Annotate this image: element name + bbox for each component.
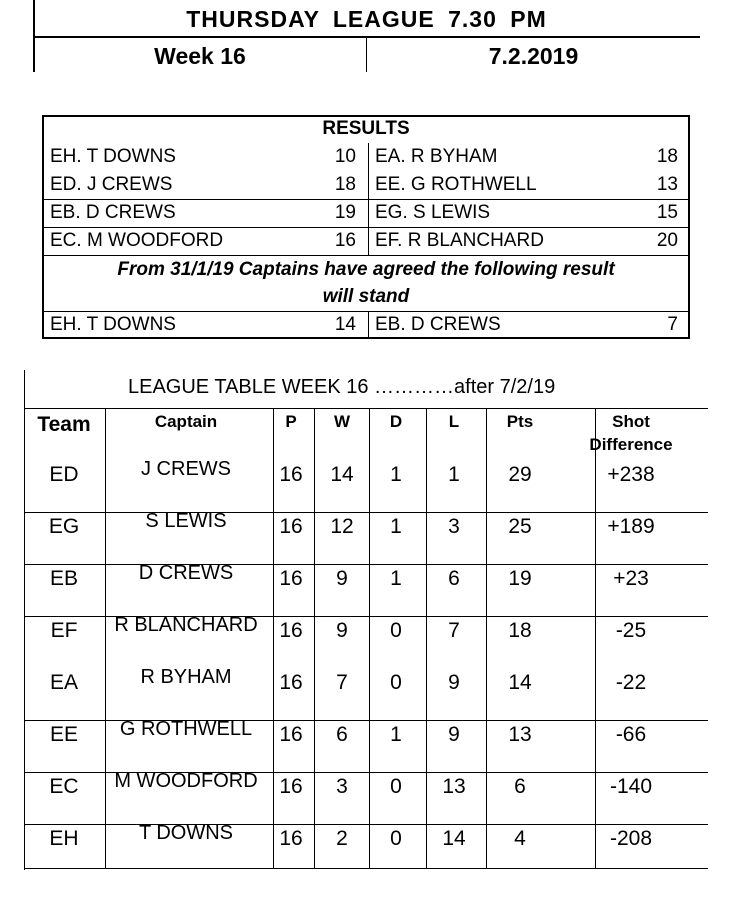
- home-score: 19: [334, 202, 356, 223]
- away-score: 20: [656, 230, 678, 251]
- cell-d: 1: [390, 463, 402, 486]
- cell-captain: T DOWNS: [138, 822, 234, 844]
- cell-w: 6: [336, 723, 348, 746]
- results-border-top: [42, 115, 690, 117]
- cell-w: 3: [336, 775, 348, 798]
- cell-d: 1: [390, 567, 402, 590]
- cell-team: EF: [50, 619, 78, 642]
- league-table-title: LEAGUE TABLE WEEK 16 …………after 7/2/19: [128, 376, 556, 398]
- cell-diff: -22: [615, 671, 647, 694]
- cell-l: 9: [448, 723, 460, 746]
- cell-diff: -208: [609, 827, 653, 850]
- home-team: EB. D CREWS: [50, 202, 176, 223]
- cell-l: 1: [448, 463, 460, 486]
- agreement-note-line1: From 31/1/19 Captains have agreed the following result: [117, 259, 615, 280]
- cell-team: EC: [49, 775, 79, 798]
- cell-p: 16: [279, 567, 303, 590]
- cell-diff: -140: [609, 775, 653, 798]
- away-team: EE. G ROTHWELL: [375, 174, 537, 195]
- cell-captain: J CREWS: [141, 458, 231, 480]
- cell-team: EG: [48, 515, 80, 538]
- header-difference: Difference: [589, 435, 673, 454]
- cell-pts: 19: [508, 567, 532, 590]
- cell-pts: 29: [508, 463, 532, 486]
- cell-l: 7: [448, 619, 460, 642]
- cell-captain: S LEWIS: [145, 510, 227, 532]
- result-row: [42, 171, 690, 199]
- agreed-result-row: [42, 311, 690, 339]
- home-score: 18: [334, 174, 356, 195]
- cell-d: 0: [390, 775, 402, 798]
- header-team: Team: [37, 413, 91, 436]
- cell-pts: 18: [508, 619, 532, 642]
- cell-w: 7: [336, 671, 348, 694]
- cell-captain: M WOODFORD: [114, 770, 258, 792]
- cell-team: EH: [49, 827, 79, 850]
- home-team: EC. M WOODFORD: [50, 230, 224, 251]
- cell-team: EB: [49, 567, 78, 590]
- cell-w: 14: [330, 463, 354, 486]
- away-team: EG. S LEWIS: [375, 202, 491, 223]
- header-p: P: [285, 412, 297, 431]
- header-l: L: [448, 412, 460, 431]
- header-captain: Captain: [154, 412, 218, 431]
- header-w: W: [333, 412, 351, 431]
- cell-pts: 13: [508, 723, 532, 746]
- cell-d: 0: [390, 671, 402, 694]
- results-box: [42, 115, 690, 339]
- result-row: [42, 227, 690, 255]
- cell-l: 3: [448, 515, 460, 538]
- date-label: 7.2.2019: [488, 43, 579, 69]
- cell-w: 2: [336, 827, 348, 850]
- cell-p: 16: [279, 827, 303, 850]
- away-score: 13: [656, 174, 678, 195]
- cell-diff: +23: [613, 567, 649, 590]
- away-score: 15: [656, 202, 678, 223]
- header-pts: Pts: [506, 412, 534, 431]
- cell-pts: 25: [508, 515, 532, 538]
- cell-d: 0: [390, 619, 402, 642]
- cell-p: 16: [279, 775, 303, 798]
- cell-l: 13: [442, 775, 466, 798]
- cell-captain: R BLANCHARD: [114, 614, 258, 636]
- home-team: EH. T DOWNS: [50, 146, 176, 167]
- sheet-header: [33, 0, 700, 72]
- cell-l: 14: [442, 827, 466, 850]
- cell-diff: +189: [607, 515, 655, 538]
- away-team: EB. D CREWS: [375, 314, 501, 335]
- header-d: D: [389, 412, 403, 431]
- week-label: Week 16: [154, 43, 246, 69]
- cell-diff: -25: [615, 619, 647, 642]
- cell-pts: 14: [508, 671, 532, 694]
- cell-p: 16: [279, 723, 303, 746]
- away-team: EA. R BYHAM: [375, 146, 498, 167]
- league-table: [24, 370, 708, 870]
- cell-diff: +238: [607, 463, 655, 486]
- cell-d: 0: [390, 827, 402, 850]
- cell-p: 16: [279, 463, 303, 486]
- cell-l: 6: [448, 567, 460, 590]
- cell-p: 16: [279, 515, 303, 538]
- header-shot: Shot: [612, 412, 650, 431]
- cell-w: 12: [330, 515, 354, 538]
- result-row: [42, 143, 690, 171]
- home-score: 16: [334, 230, 356, 251]
- cell-captain: G ROTHWELL: [119, 718, 253, 740]
- home-team: ED. J CREWS: [50, 174, 173, 195]
- cell-p: 16: [279, 619, 303, 642]
- away-team: EF. R BLANCHARD: [375, 230, 544, 251]
- cell-captain: R BYHAM: [140, 666, 232, 688]
- cell-pts: 4: [514, 827, 526, 850]
- cell-team: EE: [49, 723, 78, 746]
- away-score: 18: [656, 146, 678, 167]
- cell-l: 9: [448, 671, 460, 694]
- home-score: 10: [334, 146, 356, 167]
- league-title: THURSDAY LEAGUE 7.30 PM: [186, 6, 547, 32]
- away-score: 7: [667, 314, 678, 335]
- home-team: EH. T DOWNS: [50, 314, 176, 335]
- result-row: [42, 199, 690, 227]
- cell-w: 9: [336, 619, 348, 642]
- cell-d: 1: [390, 515, 402, 538]
- home-score: 14: [334, 314, 356, 335]
- cell-w: 9: [336, 567, 348, 590]
- cell-diff: -66: [615, 723, 647, 746]
- cell-d: 1: [390, 723, 402, 746]
- table-header-top-line: [24, 408, 708, 409]
- cell-team: EA: [49, 671, 78, 694]
- cell-p: 16: [279, 671, 303, 694]
- results-caption: RESULTS: [322, 118, 410, 139]
- table-border-bottom: [24, 868, 708, 869]
- cell-team: ED: [49, 463, 79, 486]
- cell-pts: 6: [514, 775, 526, 798]
- cell-captain: D CREWS: [138, 562, 234, 584]
- agreement-note-line2: will stand: [322, 286, 410, 307]
